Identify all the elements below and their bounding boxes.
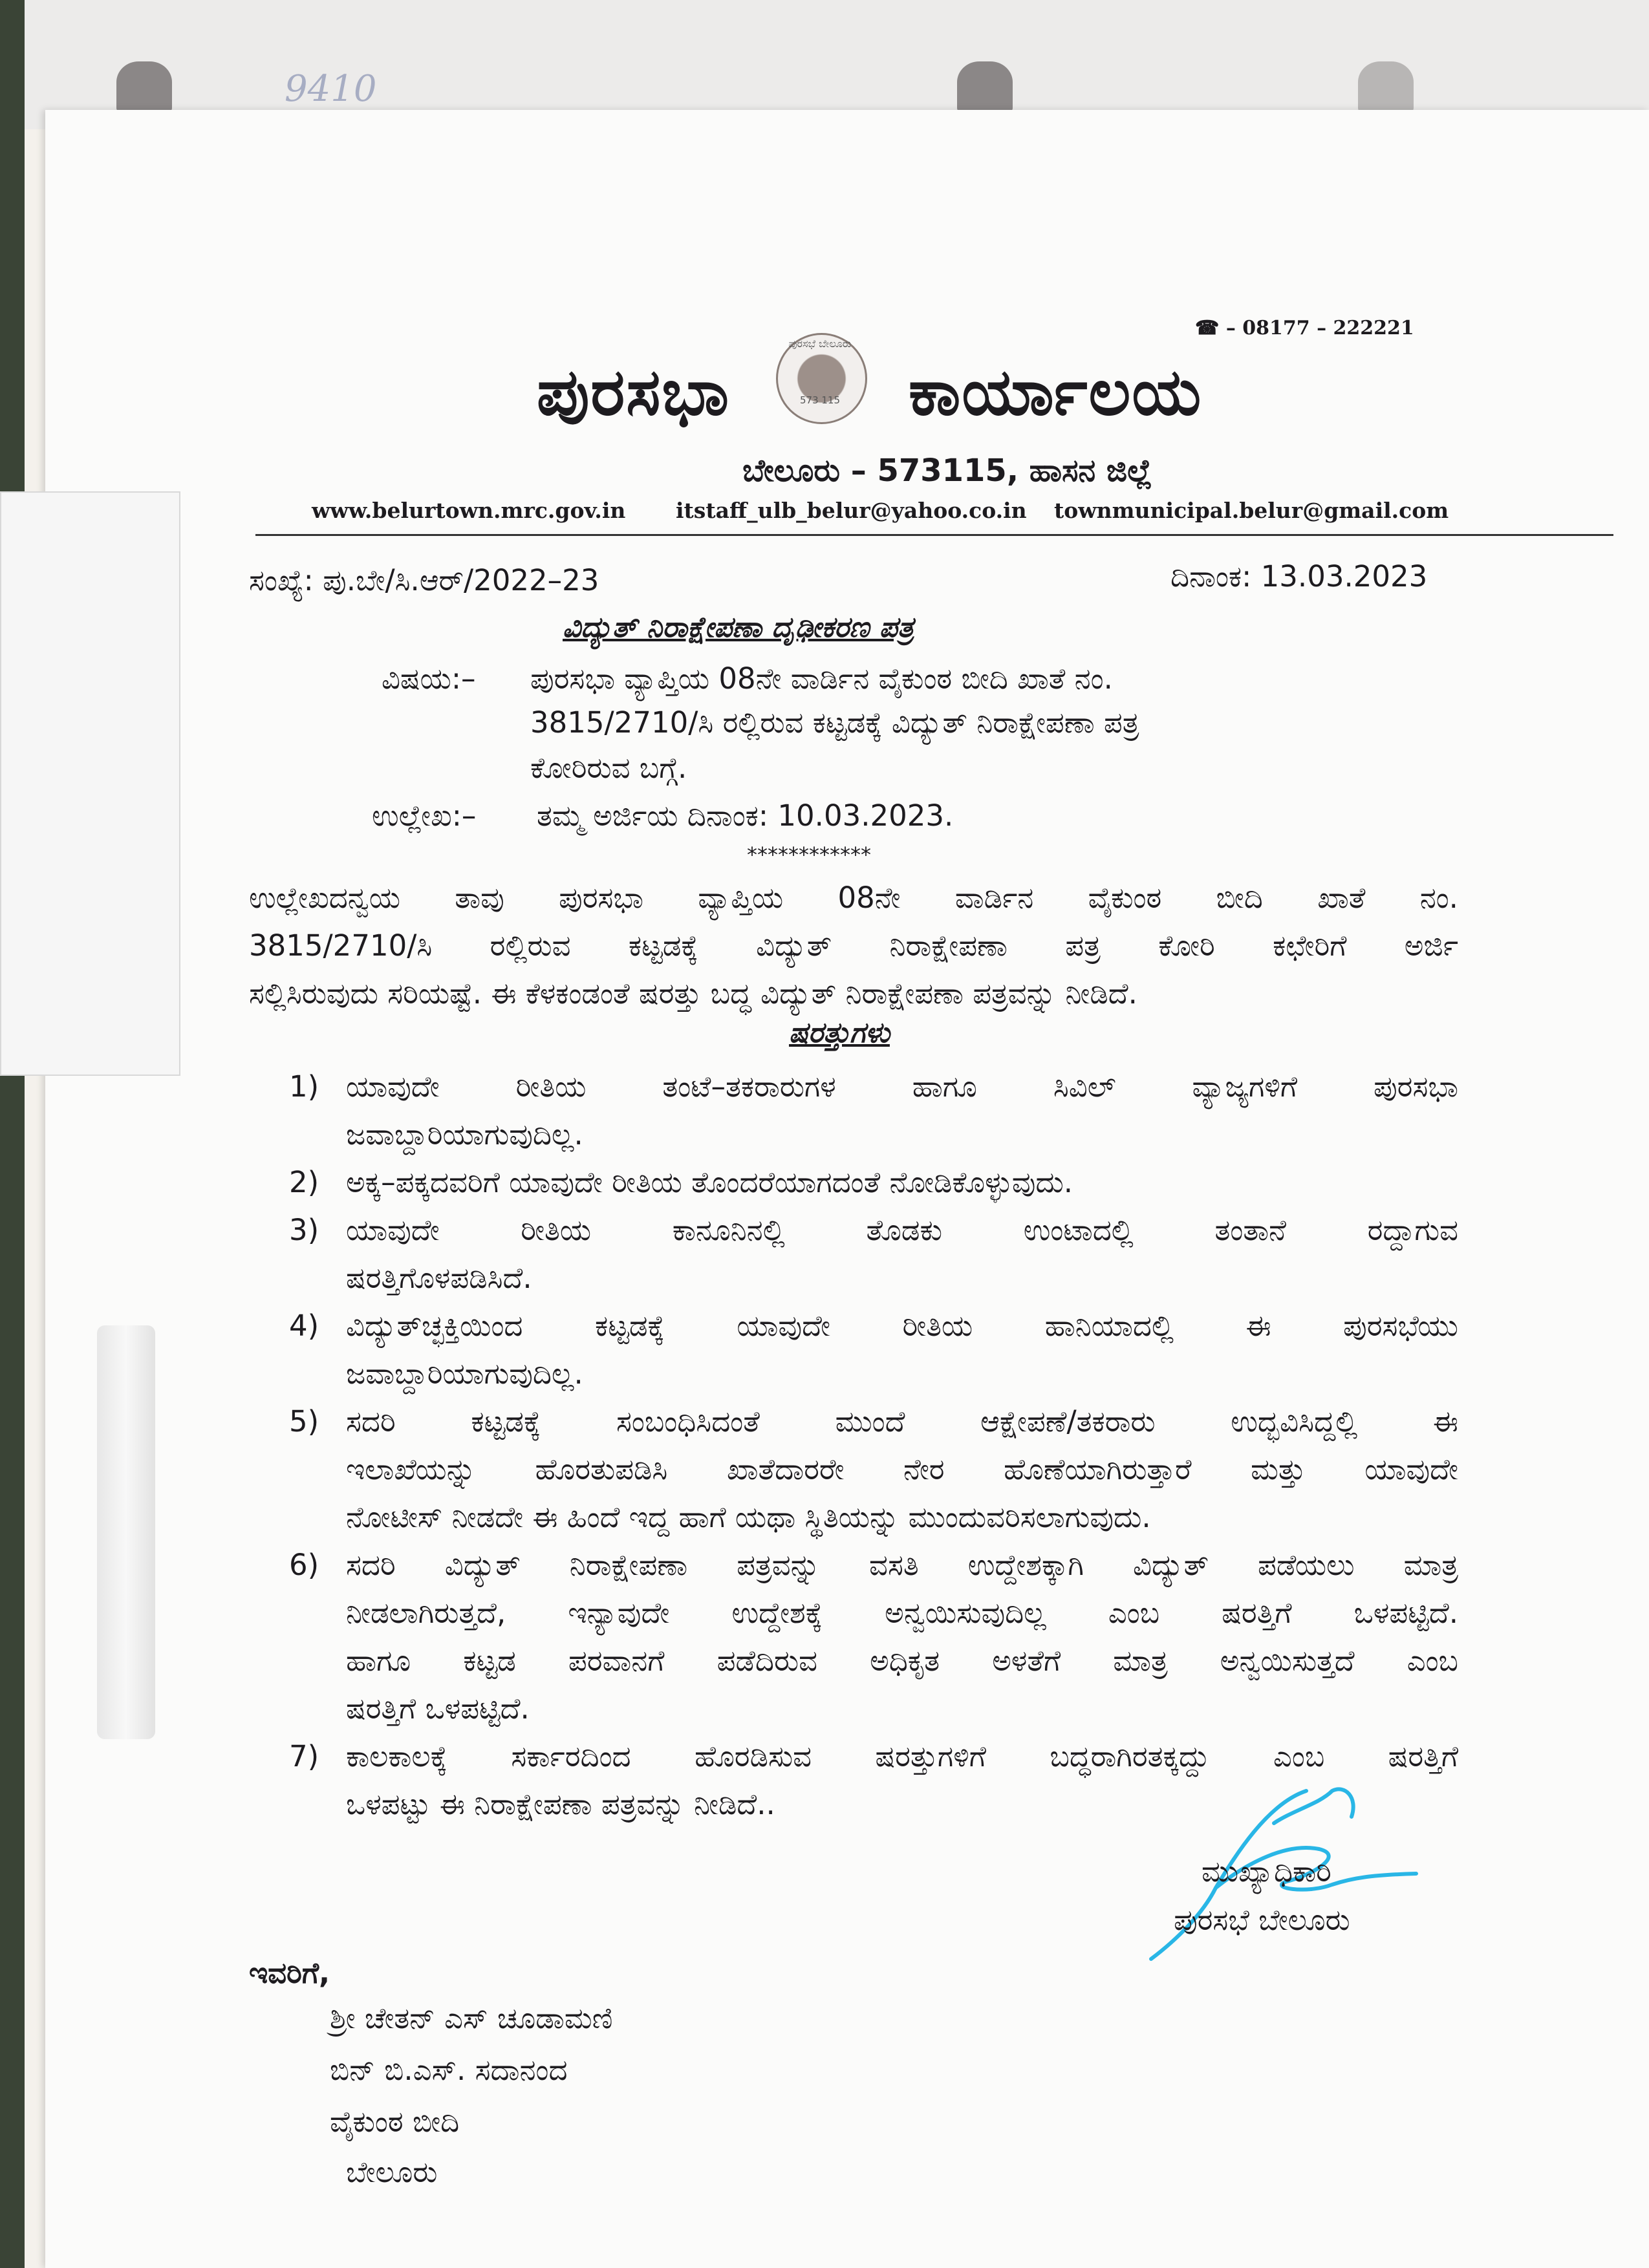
seal-number: 573 115 [799,394,841,406]
condition-line: ನೋಟೀಸ್ ನೀಡದೇ ಈ ಹಿಂದೆ ಇದ್ದ ಹಾಗೆ ಯಥಾ ಸ್ಥಿತಿಯನ್ನು ಮುಂದುವರಿಸಲಾಗುವುದು. [346,1500,1151,1534]
condition-number: 6) [289,1548,319,1582]
subject-line: ಕೋರಿರುವ ಬಗ್ಗೆ. [530,751,687,785]
signatory-office: ಪುರಸಭೆ ಬೇಲೂರು [1174,1903,1350,1937]
handwritten-mark: 9410 [285,68,377,110]
condition-number: 4) [289,1309,319,1343]
emblem-icon [957,61,1013,113]
office-address: ಬೇಲೂರು – 573115, ಹಾಸನ ಜಿಲ್ಲೆ [742,453,1152,489]
binding-strip [97,1325,155,1739]
condition-number: 5) [289,1404,319,1439]
condition-line: ಸದರಿ ಕಟ್ಟಡಕ್ಕೆ ಸಂಬಂಧಿಸಿದಂತೆ ಮುಂದೆ ಆಕ್ಷೇಪಣೆ/ತಕರಾರು ಉದ್ಭವಿಸಿದ್ದಲ್ಲಿ ಈ [346,1404,1458,1439]
emblem-icon [116,61,172,113]
condition-line: ಇಲಾಖೆಯನ್ನು ಹೊರತುಪಡಿಸಿ ಖಾತೆದಾರರೇ ನೇರ ಹೊಣೆಯಾಗಿರುತ್ತಾರೆ ಮತ್ತು ಯಾವುದೇ [346,1452,1458,1486]
title-left: ಪುರಸಭಾ [537,354,730,430]
body-line: ಉಲ್ಲೇಖದನ್ವಯ ತಾವು ಪುರಸಭಾ ವ್ಯಾಪ್ತಿಯ 08ನೇ ವಾರ್ಡಿನ ವೈಕುಂಠ ಬೀದಿ ಖಾತೆ ನಂ. [249,881,1458,915]
separator-stars: ************ [747,842,871,867]
condition-line: ಷರತ್ತಿಗೆ ಒಳಪಟ್ಟಿದೆ. [346,1691,530,1726]
condition-line: ಒಳಪಟ್ಟು ಈ ನಿರಾಕ್ಷೇಪಣಾ ಪತ್ರವನ್ನು ನೀಡಿದೆ.. [346,1787,775,1821]
title-right: ಕಾರ್ಯಾಲಯ [909,354,1203,430]
body-line: 3815/2710/ಸಿ ರಲ್ಲಿರುವ ಕಟ್ಟಡಕ್ಕೆ ವಿದ್ಯುತ್ ನಿರಾಕ್ಷೇಪಣಾ ಪತ್ರ ಕೋರಿ ಕಛೇರಿಗೆ ಅರ್ಜಿ [249,928,1458,963]
condition-line: ಷರತ್ತಿಗೊಳಪಡಿಸಿದೆ. [346,1261,532,1295]
condition-line: ಅಕ್ಕ–ಪಕ್ಕದವರಿಗೆ ಯಾವುದೇ ರೀತಿಯ ತೊಂದರೆಯಾಗದಂತೆ ನೋಡಿಕೊಳ್ಳುವುದು. [346,1165,1073,1199]
email-link-gmail[interactable]: townmunicipal.belur@gmail.com [1054,498,1449,523]
signatory-designation: ಮುಖ್ಯಾಧಿಕಾರಿ [1202,1854,1331,1888]
letter-date: ದಿನಾಂಕ: 13.03.2023 [1170,559,1428,594]
header-rule [255,534,1613,536]
recipient-line: ವೈಕುಂಠ ಬೀದಿ [330,2104,460,2139]
letter-heading: ವಿದ್ಯುತ್ ನಿರಾಕ್ಷೇಪಣಾ ದೃಢೀಕರಣ ಪತ್ರ [563,611,914,644]
scan-edge [0,0,25,2268]
subject-label: ವಿಷಯ:– [382,661,476,696]
condition-line: ವಿದ್ಯುತ್‌ಚ್ಛಕ್ತಿಯಿಂದ ಕಟ್ಟಡಕ್ಕೆ ಯಾವುದೇ ರೀತಿಯ ಹಾನಿಯಾದಲ್ಲಿ ಈ ಪುರಸಭೆಯು [346,1309,1458,1343]
reference-text: ತಮ್ಮ ಅರ್ಜಿಯ ದಿನಾಂಕ: 10.03.2023. [537,798,954,833]
condition-number: 7) [289,1739,319,1773]
condition-number: 2) [289,1165,319,1199]
conditions-heading: ಷರತ್ತುಗಳು [789,1016,890,1049]
emblem-icon [1358,61,1414,113]
body-line: ಸಲ್ಲಿಸಿರುವುದು ಸರಿಯಷ್ಟೆ. ಈ ಕೆಳಕಂಡಂತೆ ಷರತ್ತು ಬದ್ಧ ವಿದ್ಯುತ್ ನಿರಾಕ್ಷೇಪಣಾ ಪತ್ರವನ್ನು ನೀಡಿದೆ. [249,976,1137,1011]
subject-line: 3815/2710/ಸಿ ರಲ್ಲಿರುವ ಕಟ್ಟಡಕ್ಕೆ ವಿದ್ಯುತ್ ನಿರಾಕ್ಷೇಪಣಾ ಪತ್ರ [530,705,1139,740]
condition-line: ಕಾಲಕಾಲಕ್ಕೆ ಸರ್ಕಾರದಿಂದ ಹೊರಡಿಸುವ ಷರತ್ತುಗಳಿಗೆ ಬದ್ಧರಾಗಿರತಕ್ಕದ್ದು ಎಂಬ ಷರತ್ತಿಗೆ [346,1739,1458,1773]
condition-number: 3) [289,1213,319,1247]
condition-line: ನೀಡಲಾಗಿರುತ್ತದೆ, ಇನ್ಯಾವುದೇ ಉದ್ದೇಶಕ್ಕೆ ಅನ್ವಯಿಸುವುದಿಲ್ಲ ಎಂಬ ಷರತ್ತಿಗೆ ಒಳಪಟ್ಟಿದೆ. [346,1596,1458,1630]
reference-label: ಉಲ್ಲೇಖ:– [372,798,477,833]
condition-line: ಯಾವುದೇ ರೀತಿಯ ತಂಟೆ–ತಕರಾರುಗಳ ಹಾಗೂ ಸಿವಿಲ್ ವ್ಯಾಜ್ಯಗಳಿಗೆ ಪುರಸಭಾ [346,1069,1458,1104]
recipient-line: ಶ್ರೀ ಚೇತನ್ ಎಸ್ ಚೂಡಾಮಣಿ [330,2001,613,2035]
recipient-label: ಇವರಿಗೆ, [249,1956,330,1990]
email-link-yahoo[interactable]: itstaff_ulb_belur@yahoo.co.in [676,498,1027,523]
plastic-sleeve [0,491,180,1076]
condition-line: ಯಾವುದೇ ರೀತಿಯ ಕಾನೂನಿನಲ್ಲಿ ತೊಡಕು ಉಂಟಾದಲ್ಲಿ ತಂತಾನೆ ರದ್ದಾಗುವ [346,1213,1458,1247]
condition-line: ಸದರಿ ವಿದ್ಯುತ್ ನಿರಾಕ್ಷೇಪಣಾ ಪತ್ರವನ್ನು ವಸತಿ ಉದ್ದೇಶಕ್ಕಾಗಿ ವಿದ್ಯುತ್ ಪಡೆಯಲು ಮಾತ್ರ [346,1548,1458,1582]
website-link[interactable]: www.belurtown.mrc.gov.in [312,498,626,523]
recipient-line: ಬಿನ್ ಬಿ.ಎಸ್. ಸದಾನಂದ [330,2053,568,2087]
phone-number: ☎ – 08177 – 222221 [1195,317,1414,339]
subject-line: ಪುರಸಭಾ ವ್ಯಾಪ್ತಿಯ 08ನೇ ವಾರ್ಡಿನ ವೈಕುಂಠ ಬೀದಿ ಖಾತೆ ನಂ. [530,661,1113,696]
condition-line: ಹಾಗೂ ಕಟ್ಟಡ ಪರವಾನಗೆ ಪಡೆದಿರುವ ಅಧಿಕೃತ ಅಳತೆಗೆ ಮಾತ್ರ ಅನ್ವಯಿಸುತ್ತದೆ ಎಂಬ [346,1643,1458,1678]
recipient-line: ಬೇಲೂರು [346,2155,438,2189]
condition-line: ಜವಾಬ್ದಾರಿಯಾಗುವುದಿಲ್ಲ. [346,1356,583,1391]
seal-text: ಪುರಸಭೆ ಬೇಲೂರು [788,337,852,350]
condition-line: ಜವಾಬ್ದಾರಿಯಾಗುವುದಿಲ್ಲ. [346,1117,583,1151]
reference-number: ಸಂಖ್ಯೆ: ಪು.ಬೇ/ಸಿ.ಆರ್/2022–23 [249,563,599,597]
condition-number: 1) [289,1069,319,1104]
